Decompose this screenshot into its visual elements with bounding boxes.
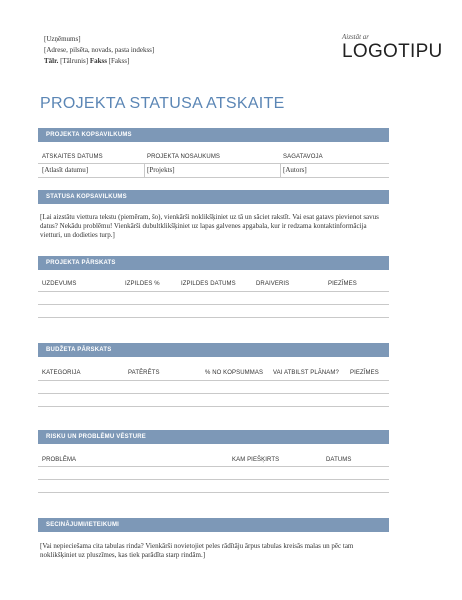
col-spent: PATĒRĒTS bbox=[128, 370, 160, 376]
summary-divider bbox=[38, 163, 389, 164]
logo-small-text: Aizstāt ar bbox=[342, 33, 370, 41]
status-text[interactable]: [Lai aizstātu viettura tekstu (piemēram, šo), vienkārši noklikšķiniet uz tā un sāciet rakstīt. Vai esat gatavs pievienot savus datus? Nekādu problēmu! Vienkārši dubultklikšķiniet uz lapas galvenes apgabala, kur ir redzama kontaktinformācija vietturi, un dodieties turp.] bbox=[40, 213, 379, 239]
risks-line-1 bbox=[38, 466, 389, 467]
col-project-name: PROJEKTA NOSAUKUMS bbox=[147, 154, 221, 160]
col-completion-date: IZPILDES DATUMS bbox=[181, 281, 236, 287]
col-budget-notes: PIEZĪMES bbox=[350, 370, 379, 376]
summary-vline-2 bbox=[280, 163, 281, 177]
project-name-field[interactable]: [Projekts] bbox=[147, 166, 175, 174]
logo-placeholder[interactable] bbox=[342, 33, 443, 63]
col-report-date: ATSKAITES DATUMS bbox=[42, 154, 103, 160]
conclusions-text[interactable]: [Vai nepieciešama cita tabulas rinda? Vienkārši novietojiet peles rādītāju ārpus tabulas kreisās malas un pēc tam noklikšķiniet uz pluszīmes, kas tiek parādīta starp rindām.] bbox=[40, 542, 354, 559]
section-band-risks: RISKU UN PROBLĒMU VĒSTURE bbox=[38, 430, 389, 444]
col-notes: PIEZĪMES bbox=[328, 281, 357, 287]
col-driver: DRAIVERIS bbox=[256, 281, 290, 287]
phone-value[interactable]: [Tālrunis] bbox=[60, 57, 89, 65]
risks-line-3 bbox=[38, 492, 389, 493]
col-task: UZDEVUMS bbox=[42, 281, 77, 287]
summary-vline-1 bbox=[144, 163, 145, 177]
company-contacts bbox=[44, 56, 154, 67]
review-line-3 bbox=[38, 317, 389, 318]
col-problem: PROBLĒMA bbox=[42, 457, 77, 463]
fax-label: Fakss bbox=[89, 57, 107, 65]
col-pct-of-total: % NO KOPSUMMAS bbox=[205, 370, 264, 376]
summary-bottom-line bbox=[38, 177, 389, 178]
col-assigned-to: KAM PIEŠĶIRTS bbox=[232, 457, 280, 463]
author-field[interactable]: [Autors] bbox=[283, 166, 307, 174]
budget-line-1 bbox=[38, 380, 389, 381]
report-date-field[interactable]: [Atlasīt datumu] bbox=[42, 166, 89, 174]
section-band-conclusions: SECINĀJUMI/IETEIKUMI bbox=[38, 518, 389, 532]
company-info bbox=[44, 34, 154, 67]
section-band-review: PROJEKTA PĀRSKATS bbox=[38, 256, 389, 270]
col-on-plan: VAI ATBILST PLĀNAM? bbox=[273, 370, 339, 376]
review-line-1 bbox=[38, 291, 389, 292]
risks-line-2 bbox=[38, 479, 389, 480]
page-title[interactable]: PROJEKTA STATUSA ATSKAITE bbox=[40, 95, 285, 112]
company-name[interactable]: [Uzņēmums] bbox=[44, 35, 81, 43]
fax-value[interactable]: [Fakss] bbox=[108, 57, 130, 65]
col-category: KATEGORIJA bbox=[42, 370, 81, 376]
phone-label: Tālr. bbox=[44, 57, 59, 65]
section-band-budget: BUDŽETA PĀRSKATS bbox=[38, 343, 389, 357]
review-line-2 bbox=[38, 304, 389, 305]
section-band-status: STATUSA KOPSAVILKUMS bbox=[38, 190, 389, 204]
section-band-summary: PROJEKTA KOPSAVILKUMS bbox=[38, 128, 389, 142]
logo-big-text: LOGOTIPU bbox=[342, 41, 443, 62]
company-address[interactable]: [Adrese, pilsēta, novads, pasta indekss] bbox=[44, 46, 155, 54]
col-risk-date: DATUMS bbox=[326, 457, 352, 463]
col-completion-pct: IZPILDES % bbox=[125, 281, 160, 287]
col-prepared-by: SAGATAVOJA bbox=[283, 154, 323, 160]
budget-line-2 bbox=[38, 393, 389, 394]
budget-line-3 bbox=[38, 406, 389, 407]
